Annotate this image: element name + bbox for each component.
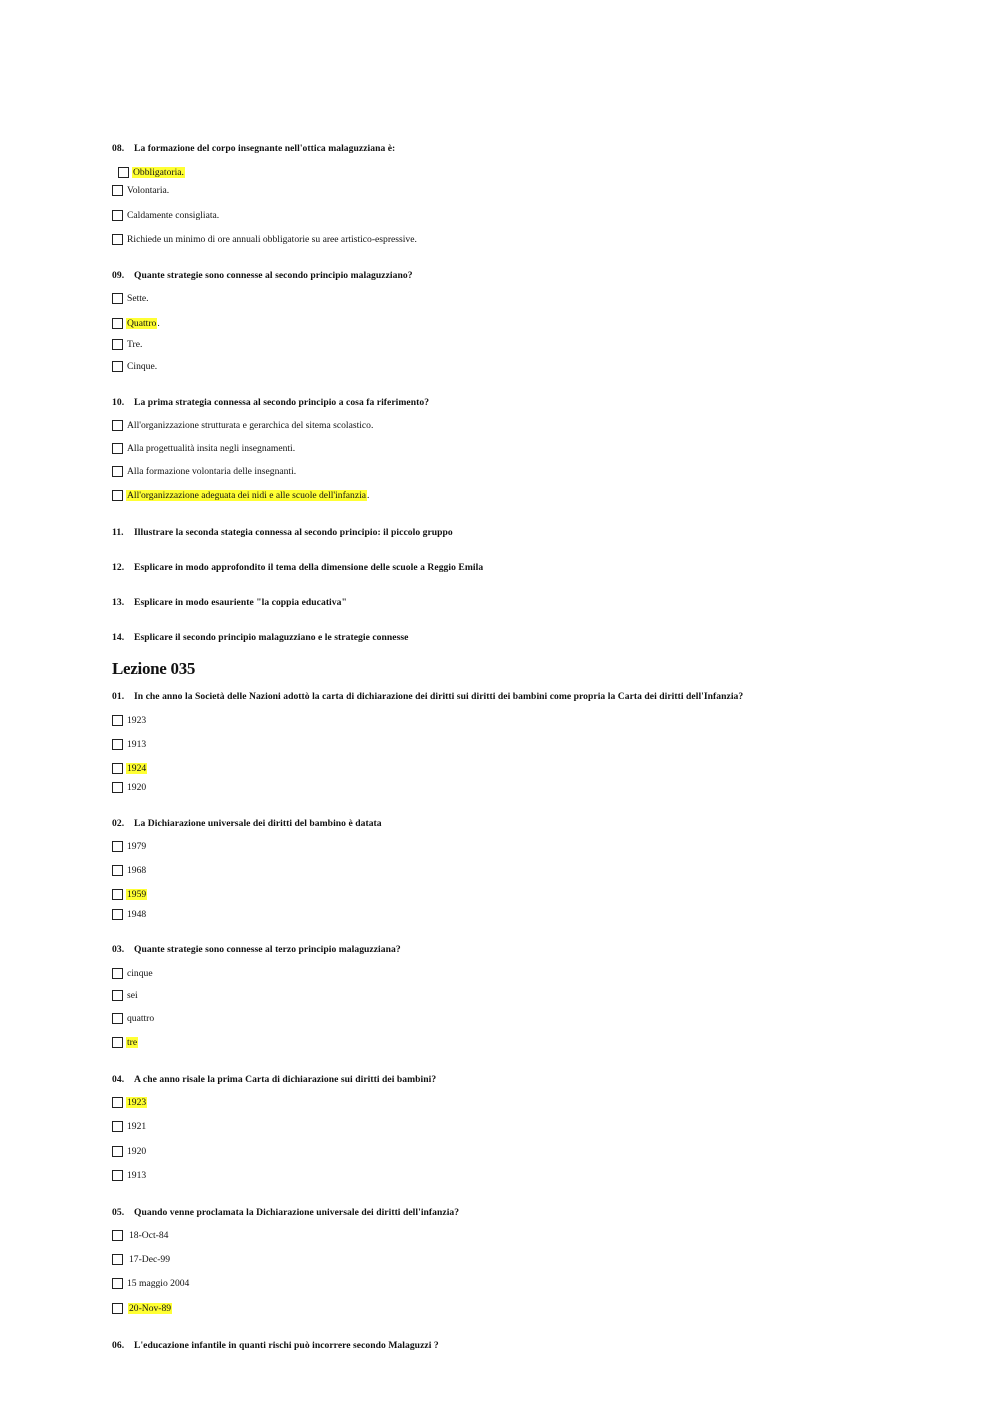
option-label: Richiede un minimo di ore annuali obbligatorie su aree artistico-espressive.	[127, 233, 417, 245]
checkbox[interactable]	[112, 715, 123, 726]
question-text: Esplicare in modo esauriente "la coppia educativa"	[134, 597, 347, 608]
option-label: 15 maggio 2004	[127, 1277, 190, 1289]
option-label: 18-Oct-84	[129, 1229, 169, 1241]
option-label: 1968	[127, 864, 147, 876]
checkbox[interactable]	[112, 1254, 123, 1265]
checkbox[interactable]	[112, 1170, 123, 1181]
option-label: quattro	[127, 1012, 155, 1024]
option-03-a[interactable]	[112, 966, 154, 980]
checkbox[interactable]	[112, 739, 123, 750]
checkbox[interactable]	[112, 1037, 123, 1048]
option-label: 17-Dec-99	[129, 1253, 171, 1265]
option-label: 20-Nov-89	[129, 1302, 172, 1314]
option-02-a[interactable]	[112, 839, 147, 853]
option-05-a[interactable]	[112, 1228, 169, 1242]
option-10-b[interactable]	[112, 441, 296, 455]
option-05-b[interactable]	[112, 1252, 171, 1266]
option-02-c[interactable]	[112, 887, 147, 901]
option-label: 1959	[127, 888, 147, 900]
option-05-d[interactable]	[112, 1301, 172, 1315]
option-label: 1921	[127, 1120, 147, 1132]
question-text: La formazione del corpo insegnante nell'ottica malaguzziana è:	[134, 143, 396, 154]
option-label: 1923	[127, 1096, 147, 1108]
option-label: Caldamente consigliata.	[127, 209, 220, 221]
option-label: cinque	[127, 967, 153, 979]
question-01: 01. In che anno la Società delle Nazioni adottò la carta di dichiarazione dei diritti sui diritti dei bambini come propria la Carta dei diritti dell'Infanzia?	[112, 691, 744, 702]
lesson-heading: Lezione 035	[112, 659, 196, 678]
option-label: 1923	[127, 714, 147, 726]
checkbox[interactable]	[112, 318, 123, 329]
question-02: 02. La Dichiarazione universale dei diritti del bambino è datata	[112, 818, 382, 829]
question-13: 13. Esplicare in modo esauriente "la coppia educativa"	[112, 597, 347, 608]
checkbox[interactable]	[112, 339, 123, 350]
option-label: All'organizzazione adeguata dei nidi e alle scuole dell'infanzia	[127, 489, 367, 501]
option-04-c[interactable]	[112, 1144, 147, 1158]
checkbox[interactable]	[118, 167, 129, 178]
checkbox[interactable]	[112, 782, 123, 793]
question-12: 12. Esplicare in modo approfondito il tema della dimensione delle scuole a Reggio Emila	[112, 562, 484, 573]
option-10-c[interactable]	[112, 464, 297, 478]
option-label: Obbligatoria.	[133, 166, 184, 178]
option-label: 1924	[127, 762, 147, 774]
question-text: La Dichiarazione universale dei diritti del bambino è datata	[134, 818, 382, 829]
option-04-a[interactable]	[112, 1095, 147, 1109]
checkbox[interactable]	[112, 1097, 123, 1108]
question-text: In che anno la Società delle Nazioni adottò la carta di dichiarazione dei diritti sui diritti dei bambini come propria la Carta dei diritti dell'Infanzia?	[134, 691, 744, 702]
checkbox[interactable]	[112, 420, 123, 431]
option-label: 1979	[127, 840, 147, 852]
option-08-a[interactable]	[118, 165, 185, 179]
question-03: 03. Quante strategie sono connesse al terzo principio malaguzziana?	[112, 944, 401, 955]
checkbox[interactable]	[112, 1121, 123, 1132]
option-label: 1920	[127, 1145, 147, 1157]
option-05-c[interactable]	[112, 1276, 190, 1290]
checkbox[interactable]	[112, 909, 123, 920]
checkbox[interactable]	[112, 1303, 123, 1314]
checkbox[interactable]	[112, 443, 123, 454]
checkbox[interactable]	[112, 990, 123, 1001]
checkbox[interactable]	[112, 1013, 123, 1024]
option-label: Volontaria.	[127, 184, 170, 196]
checkbox[interactable]	[112, 293, 123, 304]
question-05: 05. Quando venne proclamata la Dichiarazione universale dei diritti dell'infanzia?	[112, 1207, 460, 1218]
option-01-c[interactable]	[112, 761, 147, 775]
option-08-b[interactable]	[112, 183, 170, 197]
option-label: Alla progettualità insita negli insegnamenti.	[127, 442, 296, 454]
question-09: 09. Quante strategie sono connesse al secondo principio malaguzziano?	[112, 270, 413, 281]
option-04-b[interactable]	[112, 1119, 147, 1133]
option-09-b[interactable]: Quattro .	[112, 316, 160, 330]
checkbox[interactable]	[112, 841, 123, 852]
option-02-b[interactable]	[112, 863, 147, 877]
checkbox[interactable]	[112, 763, 123, 774]
option-label: Quattro	[127, 317, 157, 329]
option-08-d[interactable]	[112, 232, 418, 246]
checkbox[interactable]	[112, 1230, 123, 1241]
option-label: Cinque.	[127, 360, 158, 372]
checkbox[interactable]	[112, 185, 123, 196]
option-03-c[interactable]	[112, 1011, 155, 1025]
option-01-d[interactable]	[112, 780, 147, 794]
option-03-d[interactable]	[112, 1035, 138, 1049]
option-09-d[interactable]	[112, 359, 158, 373]
checkbox[interactable]	[112, 865, 123, 876]
option-02-d[interactable]	[112, 907, 147, 921]
checkbox[interactable]	[112, 361, 123, 372]
option-label: 1913	[127, 1169, 147, 1181]
checkbox[interactable]	[112, 210, 123, 221]
question-text: Quando venne proclamata la Dichiarazione universale dei diritti dell'infanzia?	[134, 1207, 460, 1218]
question-text: Esplicare il secondo principio malaguzziano e le strategie connesse	[134, 632, 409, 643]
option-label: 1920	[127, 781, 147, 793]
option-label: tre	[127, 1036, 138, 1048]
option-09-c[interactable]	[112, 337, 143, 351]
question-text: Quante strategie sono connesse al terzo principio malaguzziana?	[134, 944, 401, 955]
question-06: 06. L'educazione infantile in quanti rischi può incorrere secondo Malaguzzi ?	[112, 1340, 439, 1351]
option-10-a[interactable]	[112, 418, 374, 432]
question-text: A che anno risale la prima Carta di dichiarazione sui diritti dei bambini?	[134, 1074, 437, 1085]
question-text: L'educazione infantile in quanti rischi può incorrere secondo Malaguzzi ?	[134, 1340, 439, 1351]
option-01-a[interactable]	[112, 713, 147, 727]
question-text: Illustrare la seconda stategia connessa al secondo principio: il piccolo gruppo	[134, 527, 453, 538]
checkbox[interactable]	[112, 234, 123, 245]
option-09-a[interactable]	[112, 291, 150, 305]
checkbox[interactable]	[112, 968, 123, 979]
question-text: Quante strategie sono connesse al secondo principio malaguzziano?	[134, 270, 413, 281]
option-label: All'organizzazione strutturata e gerarchica del sitema scolastico.	[127, 419, 374, 431]
option-label: Sette.	[127, 292, 149, 304]
option-label: 1913	[127, 738, 147, 750]
option-label: 1948	[127, 908, 147, 920]
checkbox[interactable]	[112, 490, 123, 501]
checkbox[interactable]	[112, 1146, 123, 1157]
question-14: 14. Esplicare il secondo principio malaguzziano e le strategie connesse	[112, 632, 409, 643]
question-10: 10. La prima strategia connessa al secondo principio a cosa fa riferimento?	[112, 397, 430, 408]
checkbox[interactable]	[112, 466, 123, 477]
question-11: 11. Illustrare la seconda stategia connessa al secondo principio: il piccolo gruppo	[112, 527, 453, 538]
checkbox[interactable]	[112, 1278, 123, 1289]
option-10-d[interactable]: All'organizzazione adeguata dei nidi e alle scuole dell'infanzia .	[112, 488, 369, 502]
option-label: sei	[127, 989, 138, 1001]
question-text: Esplicare in modo approfondito il tema della dimensione delle scuole a Reggio Emila	[134, 562, 484, 573]
option-03-b[interactable]	[112, 988, 139, 1002]
question-08: 08. La formazione del corpo insegnante nell'ottica malaguzziana è:	[112, 143, 396, 154]
question-text: La prima strategia connessa al secondo principio a cosa fa riferimento?	[134, 397, 430, 408]
checkbox[interactable]	[112, 889, 123, 900]
option-label: Tre.	[127, 338, 143, 350]
option-01-b[interactable]	[112, 737, 147, 751]
option-08-c[interactable]	[112, 208, 220, 222]
question-04: 04. A che anno risale la prima Carta di dichiarazione sui diritti dei bambini?	[112, 1074, 437, 1085]
option-04-d[interactable]	[112, 1168, 147, 1182]
option-label: Alla formazione volontaria delle insegnanti.	[127, 465, 297, 477]
